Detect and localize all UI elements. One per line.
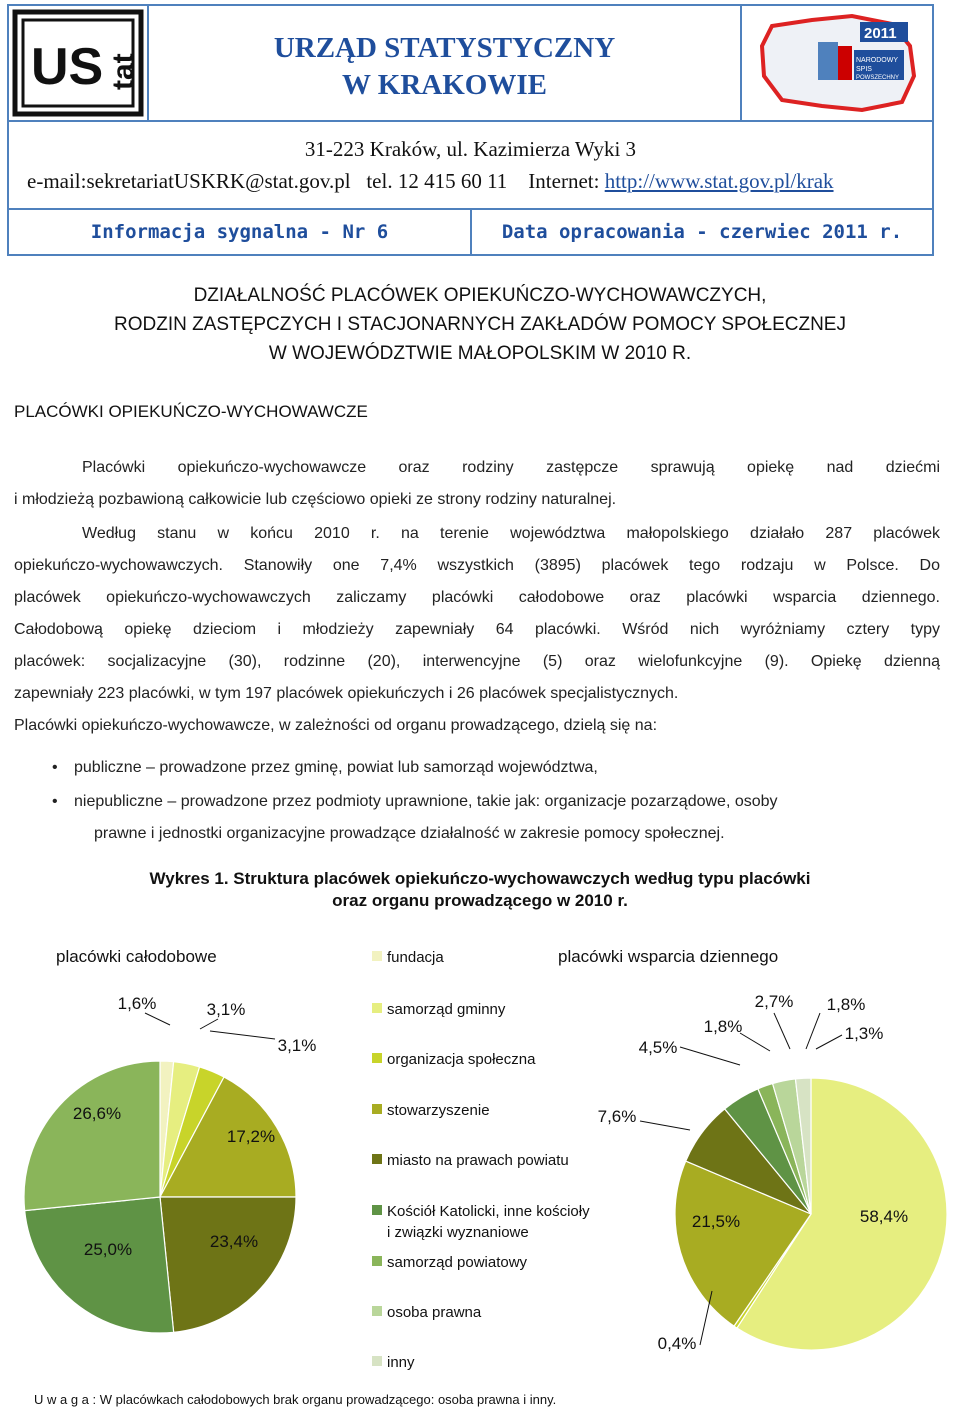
address: 31-223 Kraków, ul. Kazimierza Wyki 3 (304, 137, 637, 161)
chart-note: U w a g a : W placówkach całodobowych brak organu prowadzącego: osoba prawna i inny. (34, 1392, 557, 1407)
office-name-line1: URZĄD STATYSTYCZNY (273, 32, 616, 64)
pie1-label-6: 26,6% (72, 1104, 122, 1123)
pie2 (598, 992, 947, 1353)
legend-label: fundacja (387, 949, 444, 966)
pie2-extra-label: 1,3% (844, 1024, 884, 1043)
para2-line1: Według stanu w końcu 2010 r. na terenie województwa małopolskiego działało 287 placówek (82, 525, 940, 542)
para2-line5: placówek: socjalizacyjne (30), rodzinne (20), interwencyjne (5) oraz wielofunkcyjne (9). Opiekę dzienną (14, 653, 940, 670)
legend-swatch (372, 1154, 382, 1164)
para2-line3: placówek opiekuńczo-wychowawczych zaliczamy placówki całodobowe oraz placówki wsparcia dziennego. (14, 589, 940, 606)
svg-text:SPIS: SPIS (856, 66, 872, 73)
chart-title-line2: oraz organu prowadzącego w 2010 r. (332, 891, 628, 910)
us-logo-icon (9, 6, 147, 120)
legend-label: stowarzyszenie (387, 1102, 490, 1119)
us-logo (9, 6, 149, 122)
pie2-label-6: 2,7% (754, 992, 794, 1011)
para2-line6: zapewniały 223 placówki, w tym 197 placówek opiekuńczych i 26 placówek specjalistycznych. (14, 685, 679, 702)
legend-swatch (372, 1053, 382, 1063)
paragraph-2 (14, 518, 940, 742)
svg-text:POWSZECHNY: POWSZECHNY (856, 75, 900, 81)
legend-swatch (372, 951, 382, 961)
pie2-label-7: 1,8% (826, 995, 866, 1014)
chart-legend (372, 949, 590, 1371)
phone: tel. 12 415 60 11 (366, 169, 508, 193)
info-date: Data opracowania - czerwiec 2011 r. (501, 221, 903, 243)
para1-line1: Placówki opiekuńczo-wychowawcze oraz rodziny zastępcze sprawują opiekę nad dziećmi (82, 459, 940, 476)
census-badge (740, 6, 932, 122)
pie2-label-4: 4,5% (638, 1038, 678, 1057)
pie1-slice-5 (25, 1197, 174, 1333)
pie2-label-0: 58,4% (859, 1207, 909, 1226)
para2-line2: opiekuńczo-wychowawczych. Stanowiły one 7,4% wszystkich (3895) placówek tego rodzaju w Polsce. Do (14, 557, 940, 574)
pie1-leader-line (210, 1031, 275, 1039)
badge-year: 2011 (864, 25, 897, 42)
para2-line4: Całodobową opiekę dzieciom i młodzieży zapewniały 64 placówki. Wśród nich wyróżniamy cztery typy (14, 621, 940, 638)
pie2-leader-line (806, 1013, 820, 1049)
pie1-label-3: 17,2% (226, 1127, 276, 1146)
legend-swatch (372, 1104, 382, 1114)
pie1-leader-line (200, 1019, 218, 1029)
census-map-icon (742, 6, 932, 120)
legend-label-line2: i związki wyznaniowe (387, 1224, 529, 1241)
legend-label: inny (387, 1354, 415, 1371)
pie1-label-2: 3,1% (277, 1036, 317, 1055)
bullet1-text: publiczne – prowadzone przez gminę, powiat lub samorząd województwa, (74, 759, 598, 776)
pie1-leader-line (145, 1013, 170, 1025)
pie1-label-1: 3,1% (206, 1000, 246, 1019)
pie2-label-2: 21,5% (691, 1212, 741, 1231)
chart-title (0, 868, 960, 912)
legend-label: samorząd powiatowy (387, 1254, 528, 1271)
bullet-list (52, 752, 778, 850)
bullet2-line1: niepubliczne – prowadzone przez podmioty uprawnione, takie jak: organizacje pozarządowe, osoby (74, 793, 778, 810)
pie1 (24, 994, 316, 1333)
address-area (9, 122, 932, 210)
legend-swatch (372, 1256, 382, 1266)
pie2-leader-line (640, 1121, 690, 1130)
pie1-slice-4 (160, 1197, 296, 1332)
logo-text: US (31, 38, 104, 96)
office-name (149, 30, 740, 104)
pie1-label-0: 1,6% (117, 994, 157, 1013)
legend-label: samorząd gminny (387, 1001, 506, 1018)
pie2-title: placówki wsparcia dziennego (558, 947, 779, 966)
legend-label: Kościół Katolicki, inne kościoły (387, 1203, 590, 1220)
pie2-label-1: 0,4% (657, 1334, 697, 1353)
pie2-leader-line (774, 1013, 790, 1049)
pie2-label-5: 1,8% (703, 1017, 743, 1036)
bullet-dot-icon: • (52, 793, 58, 810)
title-line1: DZIAŁALNOŚĆ PLACÓWEK OPIEKUŃCZO-WYCHOWAWCZYCH, (193, 285, 767, 306)
pie1-label-4: 23,4% (209, 1232, 259, 1251)
paragraph-1 (14, 452, 940, 516)
pie1-label-5: 25,0% (83, 1240, 133, 1259)
svg-text:NARODOWY: NARODOWY (856, 57, 898, 64)
title-line2: RODZIN ZASTĘPCZYCH I STACJONARNYCH ZAKŁADÓW POMOCY SPOŁECZNEJ (114, 314, 846, 335)
pie1-title: placówki całodobowe (56, 947, 217, 966)
document-title (0, 281, 960, 368)
info-number: Informacja sygnalna - Nr 6 (9, 210, 472, 254)
para3: Placówki opiekuńczo-wychowawcze, w zależności od organu prowadzącego, dzielą się na: (14, 717, 658, 734)
legend-swatch (372, 1003, 382, 1013)
internet-label: Internet: (528, 169, 600, 193)
legend-label: miasto na prawach powiatu (387, 1152, 569, 1169)
document-header (7, 4, 934, 256)
legend-swatch (372, 1205, 382, 1215)
bullet-item-1 (52, 752, 778, 784)
chart-title-line1: Wykres 1. Struktura placówek opiekuńczo-wychowawczych według typu placówki (149, 869, 811, 888)
legend-swatch (372, 1356, 382, 1366)
svg-text:tat: tat (107, 53, 140, 90)
legend-label: osoba prawna (387, 1304, 482, 1321)
pie2-leader-line (816, 1035, 842, 1049)
bullet2-line2: prawne i jednostki organizacyjne prowadzące działalność w zakresie pomocy społecznej. (94, 825, 725, 842)
legend-label: organizacja społeczna (387, 1051, 536, 1068)
para1-line2: i młodzieżą pozbawioną całkowicie lub częściowo opieki ze strony rodziny naturalnej. (14, 491, 617, 508)
section-heading: PLACÓWKI OPIEKUŃCZO-WYCHOWAWCZE (14, 402, 368, 421)
office-name-line2: W KRAKOWIE (342, 69, 547, 101)
pie-charts (0, 935, 960, 1405)
bullet-item-2 (52, 786, 778, 818)
pie2-leader-line (680, 1047, 740, 1065)
title-line3: W WOJEWÓDZTWIE MAŁOPOLSKIM W 2010 R. (268, 343, 692, 364)
internet-link[interactable]: http://www.stat.gov.pl/krak (604, 169, 834, 193)
contacts (27, 169, 834, 194)
bullet-dot-icon: • (52, 759, 58, 776)
pie2-label-3: 7,6% (597, 1107, 637, 1126)
email[interactable]: e-mail:sekretariatUSKRK@stat.gov.pl (27, 169, 351, 193)
pie2-leader-line (740, 1033, 770, 1051)
pie1-slice-6 (24, 1061, 160, 1211)
office-title-area (149, 6, 740, 122)
legend-swatch (372, 1306, 382, 1316)
